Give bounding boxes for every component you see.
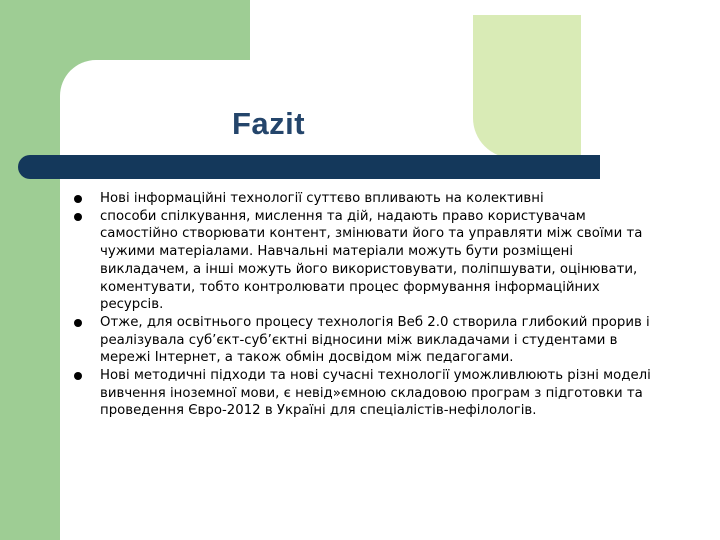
bullet-item: способи спілкування, мислення та дій, надають право користувачам самостійно створювати контент, змінювати його та управляти між своїми та чужими матеріалами. Навчальні матеріали можуть бути розміщені викладачем, а інші можуть його використовувати, поліпшувати, оцінювати, коментувати, тобто контролювати процес формування інформаційних ресурсів. (70, 208, 660, 314)
accent-square (473, 15, 581, 158)
bullet-item: Отже, для освітнього процесу технологія Веб 2.0 створила глибокий прорив і реалізувала суб’єкт-суб’єктні відносини між викладачами і студентами в мережі Інтернет, а також обмін досвідом між педагогами. (70, 314, 660, 367)
bullet-list (70, 190, 660, 420)
bullet-item: Нові інформаційні технології суттєво впливають на колективні (70, 190, 660, 208)
slide-title: Fazit (232, 106, 306, 141)
title-underline-bar (18, 155, 600, 179)
bullet-item: Нові методичні підходи та нові сучасні технології уможливлюють різні моделі вивчення іноземної мови, є невід»ємною складовою програм з підготовки та проведення Євро-2012 в Україні для спеціалістів-нефілологів. (70, 367, 660, 420)
